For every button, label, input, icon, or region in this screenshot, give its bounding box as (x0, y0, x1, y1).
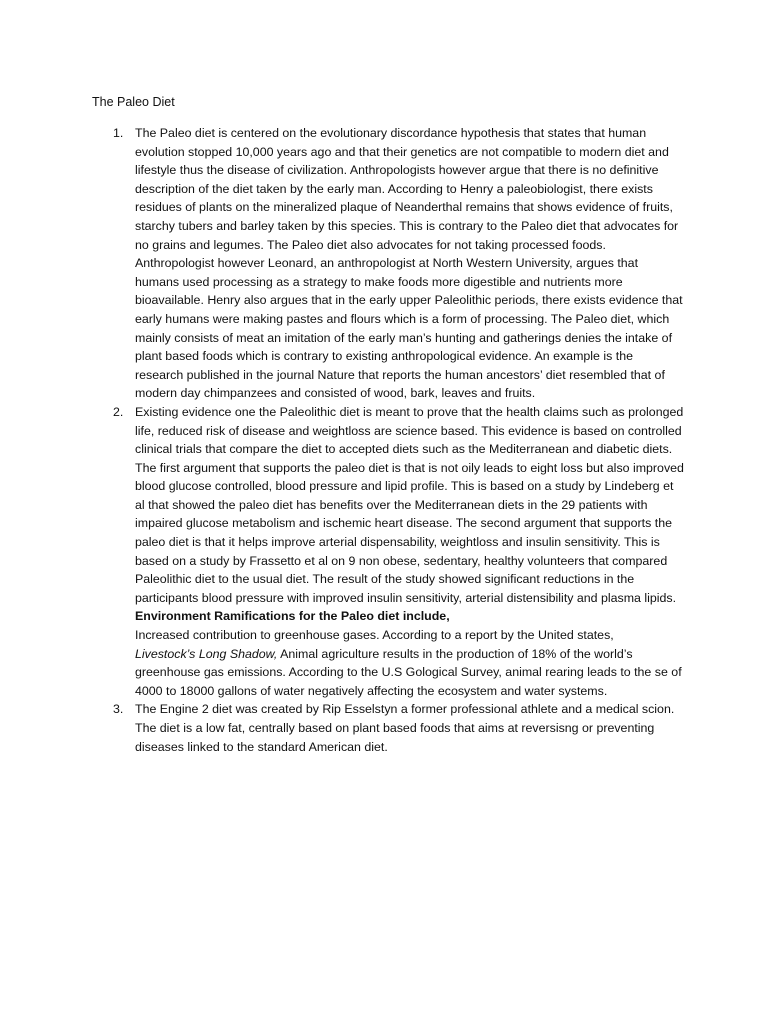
list-item-text: The Engine 2 diet was created by Rip Esselstyn a former professional athlete and a medical scion. The diet is a low fat, centrally based on plant based foods that aims at reversisng or preventing diseases linked to the standard American diet. (135, 702, 675, 754)
environment-paragraph (135, 626, 684, 700)
list-item-text: The Paleo diet is centered on the evolutionary discordance hypothesis that states that human evolution stopped 10,000 years ago and that their genetics are not compatible to modern diet and lifestyle thus the disease of civilization. Anthropologists however argue that there is no definitive description of the diet taken by the early man. According to Henry a paleobiologist, there exists residues of plants on the mineralized plaque of Neanderthal remains that shows evidence of fruits, starchy tubers and barley taken by this species. This is contrary to the Paleo diet that advocates for no grains and legumes. The Paleo diet also advocates for not taking processed foods. Anthropologist however Leonard, an anthropologist at North Western University, argues that humans used processing as a strategy to make foods more digestible and nutrients more bioavailable. Henry also argues that in the early upper Paleolithic periods, there exists evidence that early humans were making pastes and flours which is a form of processing. The Paleo diet, which mainly consists of meat an imitation of the early man’s hunting and gatherings denies the intake of plant based foods which is contrary to existing anthropological evidence. An example is the research published in the journal Nature that reports the human ancestors’ diet resembled that of modern day chimpanzees and consisted of wood, bark, leaves and fruits. (135, 126, 683, 401)
list-item-1 (92, 124, 684, 403)
list-item-3 (92, 700, 684, 756)
environment-heading: Environment Ramifications for the Paleo diet include, (135, 609, 450, 624)
list-item-number: 2. (113, 404, 124, 419)
environment-section (92, 607, 684, 700)
environment-intro: Increased contribution to greenhouse gases. According to a report by the United states, (135, 628, 614, 643)
list-item-text: Existing evidence one the Paleolithic diet is meant to prove that the health claims such as prolonged life, reduced risk of disease and weightloss are science based. This evidence is based on controlled clinical trials that compare the diet to accepted diets such as the Mediterranean and diabetic diets. The first argument that supports the paleo diet is that is not oily leads to eight loss but also improved blood glucose controlled, blood pressure and lipid profile. This is based on a study by Lindeberg et al that showed the paleo diet has benefits over the Mediterranean diets in the 29 patients with impaired glucose metabolism and ischemic heart disease. The second argument that supports the paleo diet is that it helps improve arterial dispensability, weightloss and insulin sensitivity. This is based on a study by Frassetto et al on 9 non obese, sedentary, healthy volunteers that compared Paleolithic diet to the usual diet. The result of the study showed significant reductions in the participants blood pressure with improved insulin sensitivity, arterial distensibility and plasma lipids. (135, 404, 684, 605)
list-item-2 (92, 403, 684, 608)
report-title: Livestock’s Long Shadow, (135, 646, 278, 661)
document-title: The Paleo Diet (92, 95, 175, 109)
list-item-number: 3. (113, 702, 124, 717)
numbered-list (92, 124, 684, 756)
list-item-number: 1. (113, 126, 124, 140)
environment-rest: Animal agriculture results in the production of 18% of the world’s greenhouse gas emissions. According to the U.S Gological Survey, animal rearing leads to the se of 4000 to 18000 gallons of water negatively affecting the ecosystem and water systems. (135, 646, 682, 698)
